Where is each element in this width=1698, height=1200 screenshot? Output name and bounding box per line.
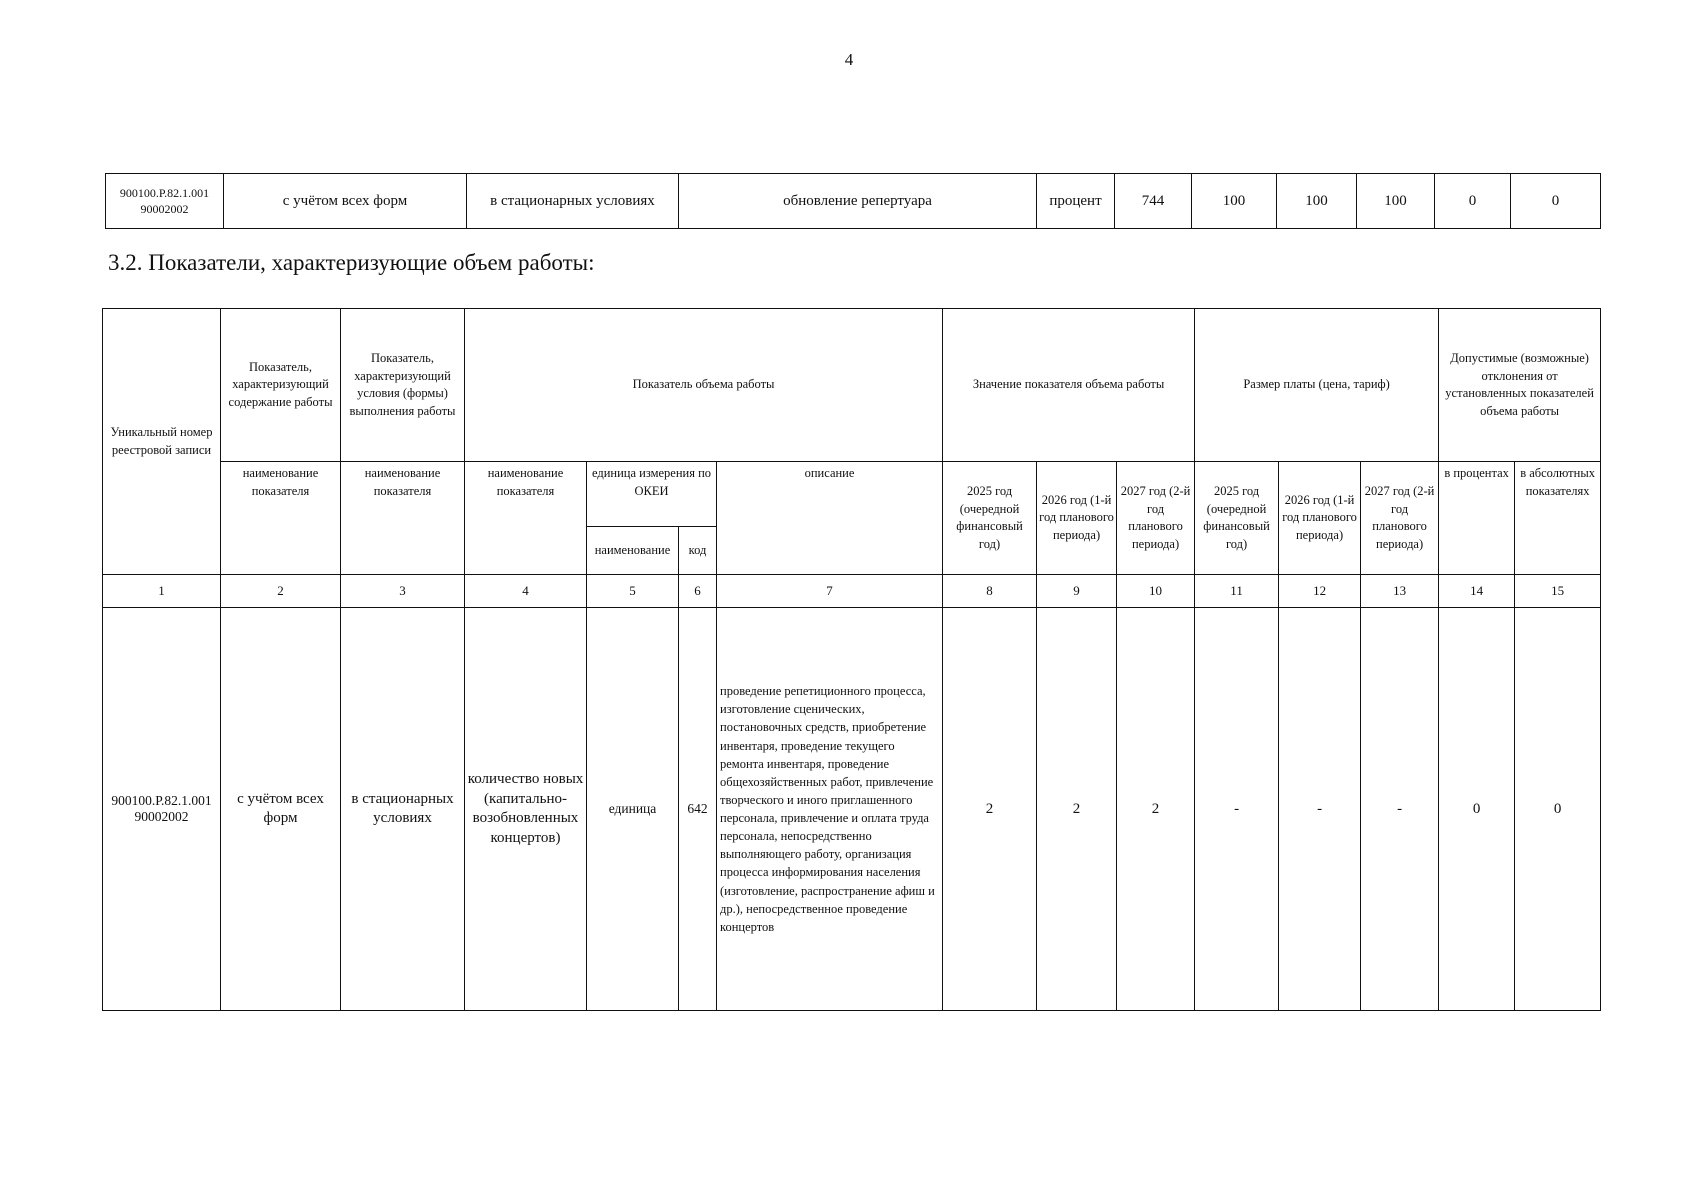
column-number: 4 [465, 575, 587, 608]
column-number: 12 [1279, 575, 1361, 608]
deviation-absolute-cell: 0 [1511, 174, 1601, 229]
table-row [106, 174, 1601, 229]
column-numbers-row [103, 575, 1601, 608]
fee-2026-cell: - [1279, 608, 1361, 1011]
value-2027-cell: 100 [1357, 174, 1435, 229]
work-quality-table-continuation [105, 173, 1601, 229]
column-number: 3 [341, 575, 465, 608]
header-absolute: в абсолютных показателях [1515, 462, 1601, 575]
header-unit-code: код [679, 527, 717, 575]
header-fee: Размер платы (цена, тариф) [1195, 309, 1439, 462]
unit-name-cell: процент [1037, 174, 1115, 229]
header-unit-okei: единица измерения по ОКЕИ [587, 462, 717, 527]
fee-2025-cell: - [1195, 608, 1279, 1011]
header-percent: в процентах [1439, 462, 1515, 575]
value-2026-cell: 2 [1037, 608, 1117, 1011]
column-number: 14 [1439, 575, 1515, 608]
header-val-2026: 2026 год (1-й год планового периода) [1037, 462, 1117, 575]
conditions-indicator-cell: в стационарных условиях [341, 608, 465, 1011]
volume-indicator-cell: количество новых (капитально-возобновленных концертов) [465, 608, 587, 1011]
column-number: 6 [679, 575, 717, 608]
column-number: 7 [717, 575, 943, 608]
value-2027-cell: 2 [1117, 608, 1195, 1011]
header-fee-2025: 2025 год (очередной финансовый год) [1195, 462, 1279, 575]
fee-2027-cell: - [1361, 608, 1439, 1011]
header-volume-indicator: Показатель объема работы [465, 309, 943, 462]
unique-registry-number: 900100.Р.82.1.001 90002002 [103, 608, 221, 1011]
header-fee-2026: 2026 год (1-й год планового периода) [1279, 462, 1361, 575]
header-row-1 [103, 309, 1601, 462]
header-val-2025: 2025 год (очередной финансовый год) [943, 462, 1037, 575]
column-number: 2 [221, 575, 341, 608]
column-number: 1 [103, 575, 221, 608]
unit-code-cell: 744 [1115, 174, 1192, 229]
column-number: 10 [1117, 575, 1195, 608]
unit-code-cell: 642 [679, 608, 717, 1011]
header-description: описание [717, 462, 943, 575]
column-number: 5 [587, 575, 679, 608]
unit-name-cell: единица [587, 608, 679, 1011]
deviation-absolute-cell: 0 [1515, 608, 1601, 1011]
header-val-2027: 2027 год (2-й год планового периода) [1117, 462, 1195, 575]
content-indicator-cell: с учётом всех форм [221, 608, 341, 1011]
value-2026-cell: 100 [1277, 174, 1357, 229]
work-volume-table [102, 308, 1601, 1011]
value-2025-cell: 100 [1192, 174, 1277, 229]
deviation-percent-cell: 0 [1439, 608, 1515, 1011]
header-volume-value: Значение показателя объема работы [943, 309, 1195, 462]
header-deviations: Допустимые (возможные) отклонения от установленных показателей объема работы [1439, 309, 1601, 462]
conditions-indicator-cell: в стационарных условиях [467, 174, 679, 229]
value-2025-cell: 2 [943, 608, 1037, 1011]
column-number: 15 [1515, 575, 1601, 608]
table-row [103, 608, 1601, 1011]
page-number: 4 [844, 50, 854, 69]
header-content-indicator: Показатель, характеризующий содержание работы [221, 309, 341, 462]
column-number: 8 [943, 575, 1037, 608]
header-indicator-name-2: наименование показателя [221, 462, 341, 575]
header-unique-number: Уникальный номер реестровой записи [103, 309, 221, 575]
header-indicator-name-4: наименование показателя [465, 462, 587, 575]
column-number: 9 [1037, 575, 1117, 608]
quality-indicator-cell: обновление репертуара [679, 174, 1037, 229]
deviation-percent-cell: 0 [1435, 174, 1511, 229]
header-conditions-indicator: Показатель, характеризующий условия (формы) выполнения работы [341, 309, 465, 462]
section-heading: 3.2. Показатели, характеризующие объем работы: [108, 250, 595, 275]
unique-registry-number: 900100.Р.82.1.001 90002002 [106, 174, 224, 229]
header-fee-2027: 2027 год (2-й год планового периода) [1361, 462, 1439, 575]
header-unit-name: наименование [587, 527, 679, 575]
column-number: 13 [1361, 575, 1439, 608]
content-indicator-cell: с учётом всех форм [224, 174, 467, 229]
header-indicator-name-3: наименование показателя [341, 462, 465, 575]
description-cell: проведение репетиционного процесса, изготовление сценических, постановочных средств, приобретение инвентаря, проведение текущего ремонта инвентаря, проведение общехозяйственных работ, привлечение творческого и иного приглашенного персонала, привлечение и оплата труда персонала, непосредственно выполняющего работу, организация процесса информирования населения (изготовление, распространение афиш и др.), непосредственное проведение концертов [717, 608, 943, 1011]
column-number: 11 [1195, 575, 1279, 608]
header-row-2 [103, 462, 1601, 527]
